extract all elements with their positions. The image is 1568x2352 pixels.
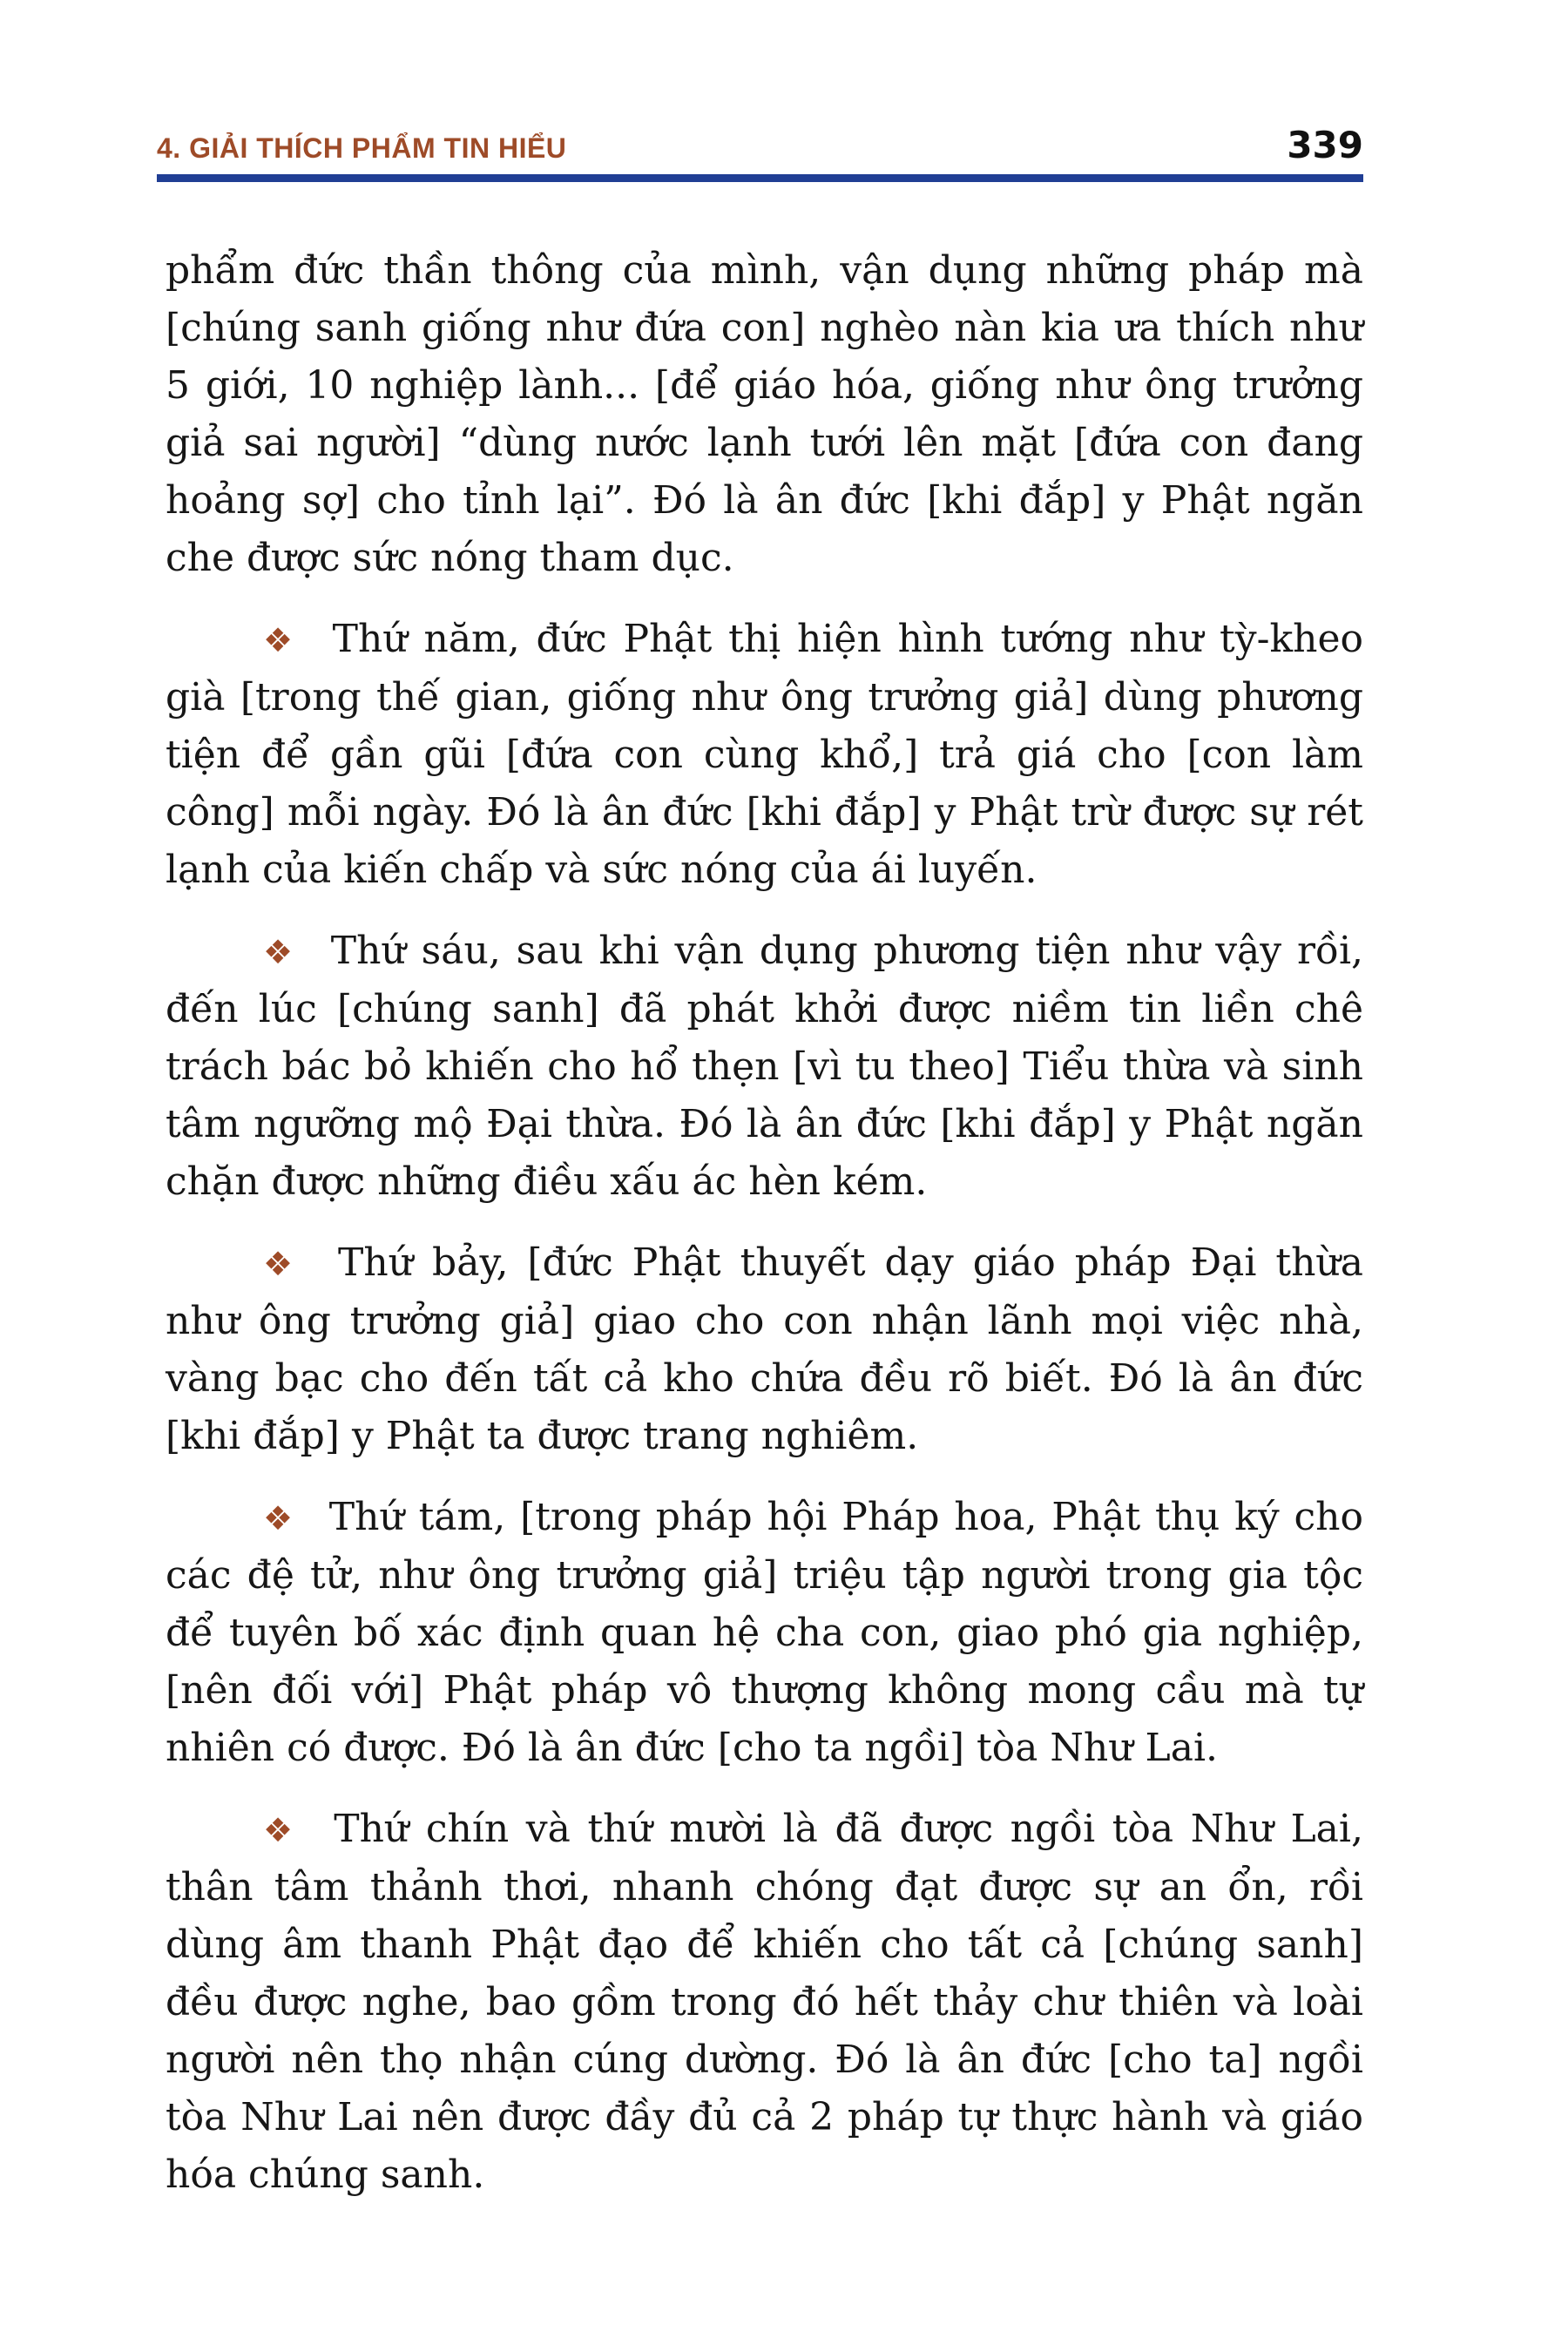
paragraph-eighth-merit xyxy=(166,1489,1363,1777)
florette-bullet-icon: ❖ xyxy=(263,1499,295,1538)
florette-bullet-icon: ❖ xyxy=(263,621,297,659)
florette-bullet-icon: ❖ xyxy=(263,1245,301,1283)
paragraph-seventh-merit xyxy=(166,1234,1363,1465)
paragraph-text: phẩm đức thần thông của mình, vận dụng những pháp mà [chúng sanh giống như đứa con] nghèo nàn kia ưa thích như 5 giới, 10 nghiệp lành... [để giáo hóa, giống như ông trưởng giả sai người] “dùng nước lạnh tưới lên mặt [đứa con đang hoảng sợ] cho tỉnh lại”. Đó là ân đức [khi đắp] y Phật ngăn che được sức nóng tham dục. xyxy=(166,248,1363,580)
paragraph-continuation xyxy=(166,242,1363,587)
paragraph-ninth-tenth-merit xyxy=(166,1801,1363,2204)
florette-bullet-icon: ❖ xyxy=(263,1811,298,1849)
paragraph-sixth-merit xyxy=(166,923,1363,1211)
paragraph-text: Thứ năm, đức Phật thị hiện hình tướng như tỳ-kheo già [trong thế gian, giống như ông trưởng giả] dùng phương tiện để gần gũi [đứa con cùng khổ,] trả giá cho [con làm công] mỗi ngày. Đó là ân đức [khi đắp] y Phật trừ được sự rét lạnh của kiến chấp và sức nóng của ái luyến. xyxy=(166,617,1363,892)
chapter-running-title: 4. GIẢI THÍCH PHẨM TIN HIỂU xyxy=(157,132,567,164)
page-header xyxy=(157,124,1363,182)
paragraph-text: Thứ bảy, [đức Phật thuyết dạy giáo pháp Đại thừa như ông trưởng giả] giao cho con nhận lãnh mọi việc nhà, vàng bạc cho đến tất cả kho chứa đều rõ biết. Đó là ân đức [khi đắp] y Phật ta được trang nghiêm. xyxy=(166,1240,1363,1458)
paragraph-fifth-merit xyxy=(166,611,1363,899)
header-rule-divider xyxy=(157,174,1363,182)
paragraph-text: Thứ chín và thứ mười là đã được ngồi tòa Như Lai, thân tâm thảnh thơi, nhanh chóng đạt được sự an ổn, rồi dùng âm thanh Phật đạo để khiến cho tất cả [chúng sanh] đều được nghe, bao gồm trong đó hết thảy chư thiên và loài người nên thọ nhận cúng dường. Đó là ân đức [cho ta] ngồi tòa Như Lai nên được đầy đủ cả 2 pháp tự thực hành và giáo hóa chúng sanh. xyxy=(166,1807,1363,2197)
body-text-block xyxy=(166,242,1363,2227)
florette-bullet-icon: ❖ xyxy=(263,933,296,971)
paragraph-text: Thứ tám, [trong pháp hội Pháp hoa, Phật thụ ký cho các đệ tử, như ông trưởng giả] triệu tập người trong gia tộc để tuyên bố xác định quan hệ cha con, giao phó gia nghiệp, [nên đối với] Phật pháp vô thượng không mong cầu mà tự nhiên có được. Đó là ân đức [cho ta ngồi] tòa Như Lai. xyxy=(166,1495,1363,1770)
page-number: 339 xyxy=(1287,124,1363,166)
paragraph-text: Thứ sáu, sau khi vận dụng phương tiện như vậy rồi, đến lúc [chúng sanh] đã phát khởi được niềm tin liền chê trách bác bỏ khiến cho hổ thẹn [vì tu theo] Tiểu thừa và sinh tâm ngưỡng mộ Đại thừa. Đó là ân đức [khi đắp] y Phật ngăn chặn được những điều xấu ác hèn kém. xyxy=(166,929,1363,1204)
